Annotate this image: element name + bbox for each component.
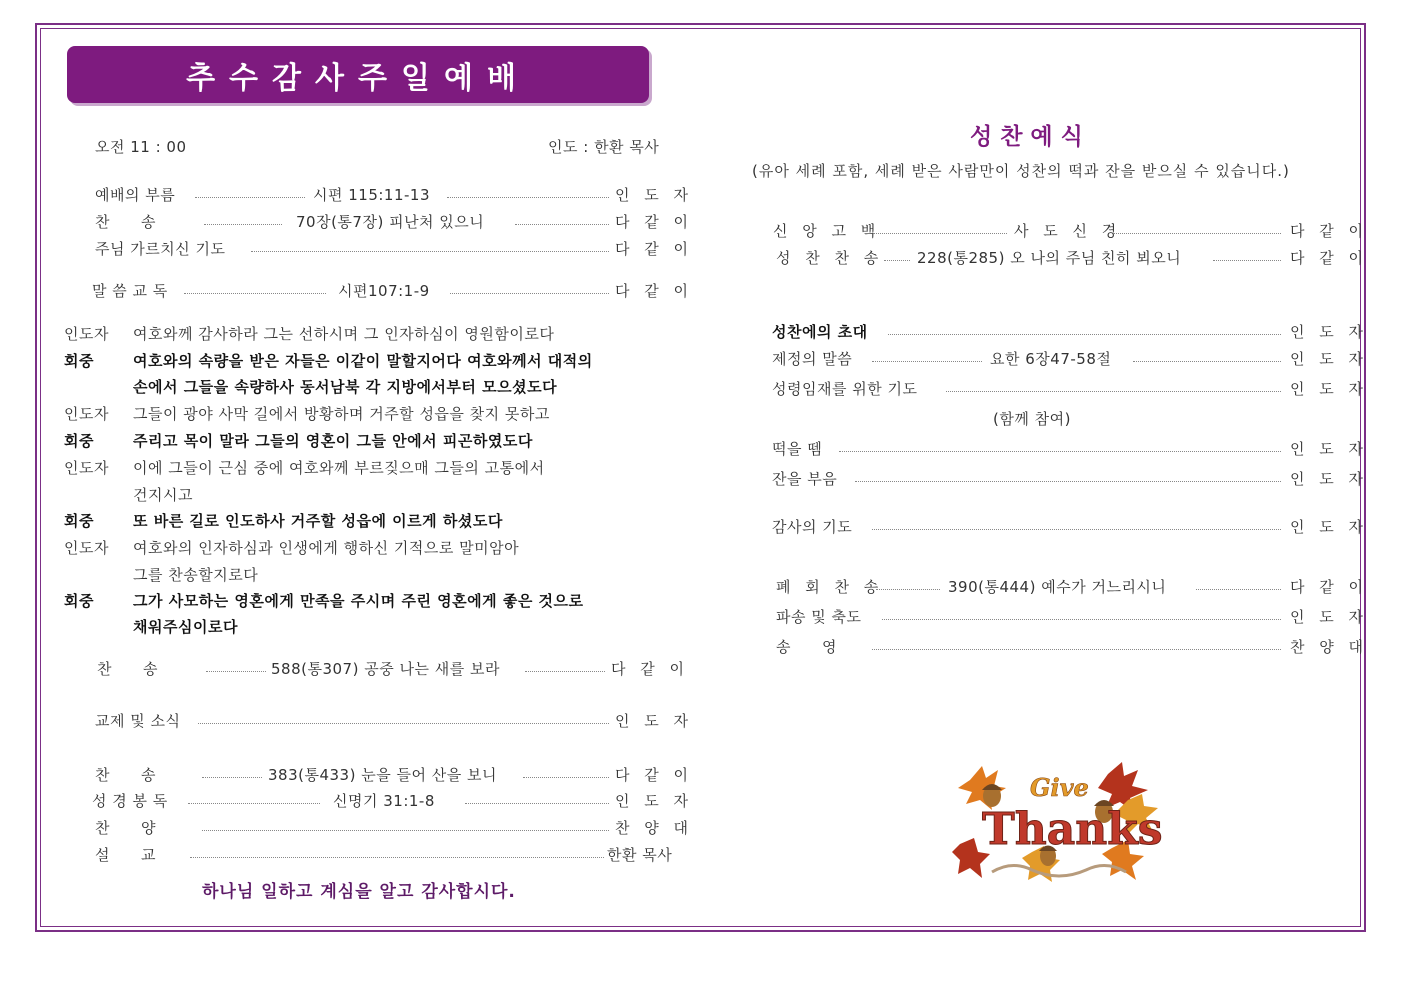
speaker-congregation: 회중 bbox=[64, 592, 94, 610]
speaker-congregation: 회중 bbox=[64, 432, 94, 450]
dot-leader bbox=[195, 197, 305, 198]
speaker-leader: 인도자 bbox=[64, 539, 109, 557]
scripture-text: 신명기 31:1-8 bbox=[333, 792, 435, 810]
fellowship-who: 인 도 자 bbox=[615, 712, 694, 730]
dot-leader bbox=[1113, 233, 1281, 234]
reading-line: 여호와께 감사하라 그는 선하시며 그 인자하심이 영원함이로다 bbox=[133, 325, 555, 343]
hymn3-who: 다 같 이 bbox=[615, 766, 694, 784]
creed-label: 신 앙 고 백 bbox=[773, 222, 881, 240]
institution-text: 요한 6장47-58절 bbox=[990, 350, 1112, 368]
breaking-bread-label: 떡을 뗌 bbox=[772, 440, 823, 458]
hymn1-label: 찬 송 bbox=[95, 213, 156, 231]
closing-hymn-who: 다 같 이 bbox=[1290, 578, 1369, 596]
lords-prayer-who: 다 같 이 bbox=[615, 240, 694, 258]
dot-leader bbox=[204, 224, 282, 225]
reading-line: 이에 그들이 근심 중에 여호와께 부르짖으매 그들의 고통에서 bbox=[133, 459, 545, 477]
responsive-reading-text: 시편107:1-9 bbox=[338, 282, 430, 300]
participation-note: (함께 참여) bbox=[993, 410, 1071, 428]
doxology-label: 송 영 bbox=[776, 638, 837, 656]
service-leader: 인도 : 한환 목사 bbox=[548, 138, 660, 156]
epiclesis-who: 인 도 자 bbox=[1290, 380, 1369, 398]
dot-leader bbox=[447, 197, 609, 198]
invitation-who: 인 도 자 bbox=[1290, 323, 1369, 341]
speaker-leader: 인도자 bbox=[64, 405, 109, 423]
reading-line: 그를 찬송할지로다 bbox=[133, 566, 259, 584]
scripture-who: 인 도 자 bbox=[615, 792, 694, 810]
dot-leader bbox=[523, 777, 609, 778]
lords-prayer-label: 주님 가르치신 기도 bbox=[95, 240, 226, 258]
dot-leader bbox=[450, 293, 609, 294]
dot-leader bbox=[525, 671, 605, 672]
hymn2-label: 찬 송 bbox=[97, 660, 158, 678]
page-title: 추수감사주일예배 bbox=[186, 60, 530, 96]
responsive-reading-who: 다 같 이 bbox=[615, 282, 694, 300]
reading-line: 여호와의 인자하심과 인생에게 행하신 기적으로 말미암아 bbox=[133, 539, 520, 557]
call-to-worship-label: 예배의 부름 bbox=[95, 186, 176, 204]
institution-label: 제정의 말씀 bbox=[772, 350, 853, 368]
give-thanks-logo bbox=[952, 760, 1166, 886]
dot-leader bbox=[888, 334, 1281, 335]
dot-leader bbox=[1213, 260, 1281, 261]
hymn2-text: 588(통307) 공중 나는 새를 보라 bbox=[271, 660, 500, 678]
dot-leader bbox=[188, 803, 320, 804]
dot-leader bbox=[882, 619, 1281, 620]
dot-leader bbox=[251, 251, 609, 252]
reading-line: 또 바른 길로 인도하사 거주할 성읍에 이르게 하셨도다 bbox=[133, 512, 503, 530]
reading-line: 주리고 목이 말라 그들의 영혼이 그들 안에서 피곤하였도다 bbox=[133, 432, 533, 450]
title-banner bbox=[67, 46, 649, 103]
benediction-label: 파송 및 축도 bbox=[776, 608, 862, 626]
hymn2-who: 다 같 이 bbox=[611, 660, 690, 678]
sermon-preacher: 한환 목사 bbox=[607, 846, 673, 864]
anthem-label: 찬 양 bbox=[95, 819, 156, 837]
logo-text-thanks: Thanks bbox=[982, 804, 1163, 855]
reading-line: 건지시고 bbox=[133, 486, 193, 504]
logo-text-give: Give bbox=[1030, 773, 1089, 802]
dot-leader bbox=[872, 361, 982, 362]
pouring-cup-who: 인 도 자 bbox=[1290, 470, 1369, 488]
thanksgiving-prayer-label: 감사의 기도 bbox=[772, 518, 853, 536]
pouring-cup-label: 잔을 부음 bbox=[772, 470, 838, 488]
dot-leader bbox=[465, 803, 609, 804]
responsive-reading-label: 말 씀 교 독 bbox=[92, 282, 168, 300]
dot-leader bbox=[873, 233, 1007, 234]
dot-leader bbox=[202, 777, 262, 778]
benediction-who: 인 도 자 bbox=[1290, 608, 1369, 626]
communion-title: 성찬예식 bbox=[970, 124, 1091, 150]
dot-leader bbox=[876, 589, 940, 590]
reading-line: 그들이 광야 사막 길에서 방황하며 거주할 성읍을 찾지 못하고 bbox=[133, 405, 550, 423]
institution-who: 인 도 자 bbox=[1290, 350, 1369, 368]
speaker-congregation: 회중 bbox=[64, 512, 94, 530]
closing-hymn-label: 폐 회 찬 송 bbox=[776, 578, 884, 596]
dot-leader bbox=[515, 224, 609, 225]
reading-line: 채워주심이로다 bbox=[133, 618, 238, 636]
flourish-icon bbox=[992, 865, 1126, 876]
breaking-bread-who: 인 도 자 bbox=[1290, 440, 1369, 458]
dot-leader bbox=[206, 671, 266, 672]
dot-leader bbox=[190, 857, 604, 858]
hymn3-text: 383(통433) 눈을 들어 산을 보니 bbox=[268, 766, 497, 784]
dot-leader bbox=[1196, 589, 1281, 590]
hymn1-text: 70장(통7장) 피난처 있으니 bbox=[296, 213, 485, 231]
service-time: 오전 11 : 00 bbox=[95, 138, 187, 156]
sermon-label: 설 교 bbox=[95, 846, 156, 864]
dot-leader bbox=[855, 481, 1281, 482]
creed-text: 사 도 신 경 bbox=[1014, 222, 1122, 240]
invitation-label: 성찬에의 초대 bbox=[772, 323, 868, 341]
speaker-congregation: 회중 bbox=[64, 352, 94, 370]
speaker-leader: 인도자 bbox=[64, 325, 109, 343]
creed-who: 다 같 이 bbox=[1290, 222, 1369, 240]
dot-leader bbox=[184, 293, 326, 294]
dot-leader bbox=[839, 451, 1281, 452]
fellowship-label: 교제 및 소식 bbox=[95, 712, 181, 730]
call-to-worship-who: 인 도 자 bbox=[615, 186, 694, 204]
doxology-who: 찬 양 대 bbox=[1290, 638, 1369, 656]
scripture-label: 성 경 봉 독 bbox=[92, 792, 168, 810]
communion-hymn-who: 다 같 이 bbox=[1290, 249, 1369, 267]
epiclesis-label: 성령임재를 위한 기도 bbox=[772, 380, 918, 398]
communion-hymn-label: 성 찬 찬 송 bbox=[776, 249, 884, 267]
thanksgiving-prayer-who: 인 도 자 bbox=[1290, 518, 1369, 536]
call-to-worship-text: 시편 115:11-13 bbox=[313, 186, 431, 204]
closing-phrase: 하나님 일하고 계심을 알고 감사합시다. bbox=[202, 882, 516, 902]
reading-line: 여호와의 속량을 받은 자들은 이같이 말할지어다 여호와께서 대적의 bbox=[133, 352, 593, 370]
reading-line: 손에서 그들을 속량하사 동서남북 각 지방에서부터 모으셨도다 bbox=[133, 378, 558, 396]
communion-note: (유아 세례 포함, 세례 받은 사람만이 성찬의 떡과 잔을 받으실 수 있습니다.) bbox=[752, 162, 1290, 180]
reading-line: 그가 사모하는 영혼에게 만족을 주시며 주린 영혼에게 좋은 것으로 bbox=[133, 592, 584, 610]
dot-leader bbox=[1133, 361, 1281, 362]
dot-leader bbox=[202, 830, 609, 831]
dot-leader bbox=[872, 529, 1281, 530]
hymn1-who: 다 같 이 bbox=[615, 213, 694, 231]
dot-leader bbox=[872, 649, 1281, 650]
dot-leader bbox=[198, 723, 609, 724]
dot-leader bbox=[946, 391, 1281, 392]
dot-leader bbox=[884, 260, 910, 261]
anthem-who: 찬 양 대 bbox=[615, 819, 694, 837]
hymn3-label: 찬 송 bbox=[95, 766, 156, 784]
closing-hymn-text: 390(통444) 예수가 거느리시니 bbox=[948, 578, 1167, 596]
speaker-leader: 인도자 bbox=[64, 459, 109, 477]
communion-hymn-text: 228(통285) 오 나의 주님 친히 뵈오니 bbox=[917, 249, 1182, 267]
